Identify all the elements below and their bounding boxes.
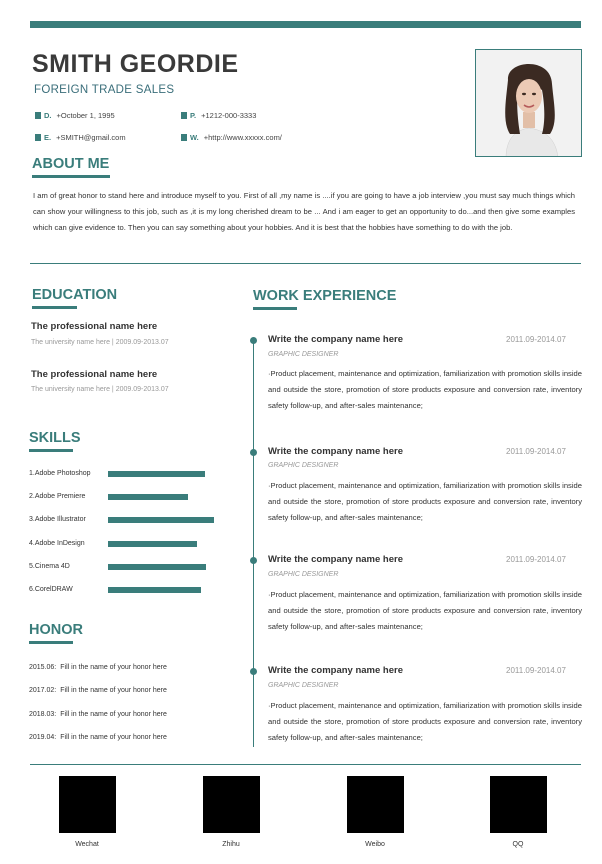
about-underline	[32, 175, 110, 178]
job-title: FOREIGN TRADE SALES	[34, 84, 175, 96]
education-school: The university name here | 2009.09-2013.07	[31, 386, 169, 393]
contact-phone	[181, 111, 256, 120]
skill-level-bar	[108, 541, 197, 547]
skill-label: 6.CorelDRAW	[29, 586, 73, 593]
footer-divider	[30, 764, 581, 765]
honor-date: 2018.03:	[29, 711, 57, 718]
education-heading: EDUCATION	[32, 287, 118, 303]
weibo-label: Weibo	[365, 841, 385, 848]
skill-level-bar	[108, 587, 201, 593]
skill-label: 5.Cinema 4D	[29, 563, 70, 570]
education-degree: The professional name here	[31, 321, 158, 332]
zhihu-label: Zhihu	[222, 841, 240, 848]
bullet-square-icon	[35, 112, 41, 119]
qq-label: QQ	[512, 841, 524, 848]
work-description: ·Product placement, maintenance and optimization, familiarization with promotion skills inside and outside the store, promotion of store products exposure and conversion rate, inventory safety follow-up, and after-sales maintenance;	[268, 701, 582, 743]
work-date: 2011.09-2014.07	[506, 666, 566, 675]
work-role: GRAPHIC DESIGNER	[268, 571, 339, 578]
work-heading: WORK EXPERIENCE	[253, 288, 397, 304]
zhihu-qr-code[interactable]	[203, 776, 260, 833]
bullet-square-icon	[181, 134, 187, 141]
contact-value: +October 1, 1995	[56, 111, 115, 120]
honor-item	[29, 711, 167, 718]
work-description: ·Product placement, maintenance and optimization, familiarization with promotion skills inside and outside the store, promotion of store products exposure and conversion rate, inventory safety follow-up, and after-sales maintenance;	[268, 590, 582, 632]
education-school: The university name here | 2009.09-2013.07	[31, 339, 169, 346]
honor-heading: HONOR	[29, 622, 83, 638]
honor-text: Fill in the name of your honor here	[60, 711, 167, 718]
honor-text: Fill in the name of your honor here	[60, 664, 167, 671]
work-company: Write the company name here	[268, 554, 403, 565]
work-underline	[253, 307, 297, 310]
honor-text: Fill in the name of your honor here	[60, 734, 167, 741]
weibo-qr-code[interactable]	[347, 776, 404, 833]
contact-key: W.	[190, 133, 199, 142]
about-heading: ABOUT ME	[32, 156, 110, 172]
resume-name: SMITH GEORDIE	[32, 50, 239, 78]
skill-label: 4.Adobe InDesign	[29, 540, 85, 547]
skill-level-bar	[108, 471, 205, 477]
contact-key: E.	[44, 133, 52, 142]
wechat-qr-code[interactable]	[59, 776, 116, 833]
timeline-dot	[250, 449, 257, 456]
contact-key: P.	[190, 111, 197, 120]
contact-key: D.	[44, 111, 52, 120]
skill-label: 1.Adobe Photoshop	[29, 470, 91, 477]
work-date: 2011.09-2014.07	[506, 555, 566, 564]
honor-underline	[29, 641, 73, 644]
honor-date: 2017.02:	[29, 687, 57, 694]
education-underline	[32, 306, 77, 309]
contact-email	[35, 133, 126, 142]
work-company: Write the company name here	[268, 446, 403, 457]
work-role: GRAPHIC DESIGNER	[268, 462, 339, 469]
skill-label: 3.Adobe Illustrator	[29, 516, 86, 523]
skill-level-bar	[108, 494, 188, 500]
timeline-dot	[250, 668, 257, 675]
top-accent-bar	[30, 21, 581, 28]
skills-underline	[29, 449, 73, 452]
timeline-line	[253, 340, 254, 747]
honor-item	[29, 687, 167, 694]
skill-label: 2.Adobe Premiere	[29, 493, 86, 500]
skill-level-bar	[108, 517, 214, 523]
honor-text: Fill in the name of your honor here	[60, 687, 167, 694]
contact-value: +1212-000-3333	[201, 111, 257, 120]
work-role: GRAPHIC DESIGNER	[268, 351, 339, 358]
work-company: Write the company name here	[268, 334, 403, 345]
work-date: 2011.09-2014.07	[506, 335, 566, 344]
portrait-image	[476, 50, 582, 157]
skill-level-bar	[108, 564, 206, 570]
bullet-square-icon	[181, 112, 187, 119]
wechat-label: Wechat	[75, 841, 99, 848]
timeline-dot	[250, 337, 257, 344]
work-description: ·Product placement, maintenance and optimization, familiarization with promotion skills inside and outside the store, promotion of store products exposure and conversion rate, inventory safety follow-up, and after-sales maintenance;	[268, 369, 582, 411]
work-role: GRAPHIC DESIGNER	[268, 682, 339, 689]
honor-item	[29, 734, 167, 741]
contact-birthdate	[35, 111, 115, 120]
work-company: Write the company name here	[268, 665, 403, 676]
bullet-square-icon	[35, 134, 41, 141]
section-divider	[30, 263, 581, 264]
honor-item	[29, 664, 167, 671]
qq-qr-code[interactable]	[490, 776, 547, 833]
work-date: 2011.09-2014.07	[506, 447, 566, 456]
skills-heading: SKILLS	[29, 430, 81, 446]
about-text: I am of great honor to stand here and introduce myself to you. First of all ,my name is ....if you are going to have a job interview ,you must say much things which can show your willingness to this job, such as ,it is my long cherished dream to be ... And i am eager to get an opportunity to do...and then give some examples which can give evidence to. Then you can say something about your hobbies. And it is best that the hobbies have something to do with the job.	[33, 191, 575, 233]
contact-value[interactable]: +http://www.xxxxx.com/	[203, 133, 282, 142]
honor-date: 2019.04:	[29, 734, 57, 741]
contact-value[interactable]: +SMITH@gmail.com	[56, 133, 126, 142]
timeline-dot	[250, 557, 257, 564]
profile-photo	[475, 49, 582, 157]
contact-website	[181, 133, 282, 142]
work-description: ·Product placement, maintenance and optimization, familiarization with promotion skills inside and outside the store, promotion of store products exposure and conversion rate, inventory safety follow-up, and after-sales maintenance;	[268, 481, 582, 523]
education-degree: The professional name here	[31, 369, 158, 380]
honor-date: 2015.06:	[29, 664, 57, 671]
